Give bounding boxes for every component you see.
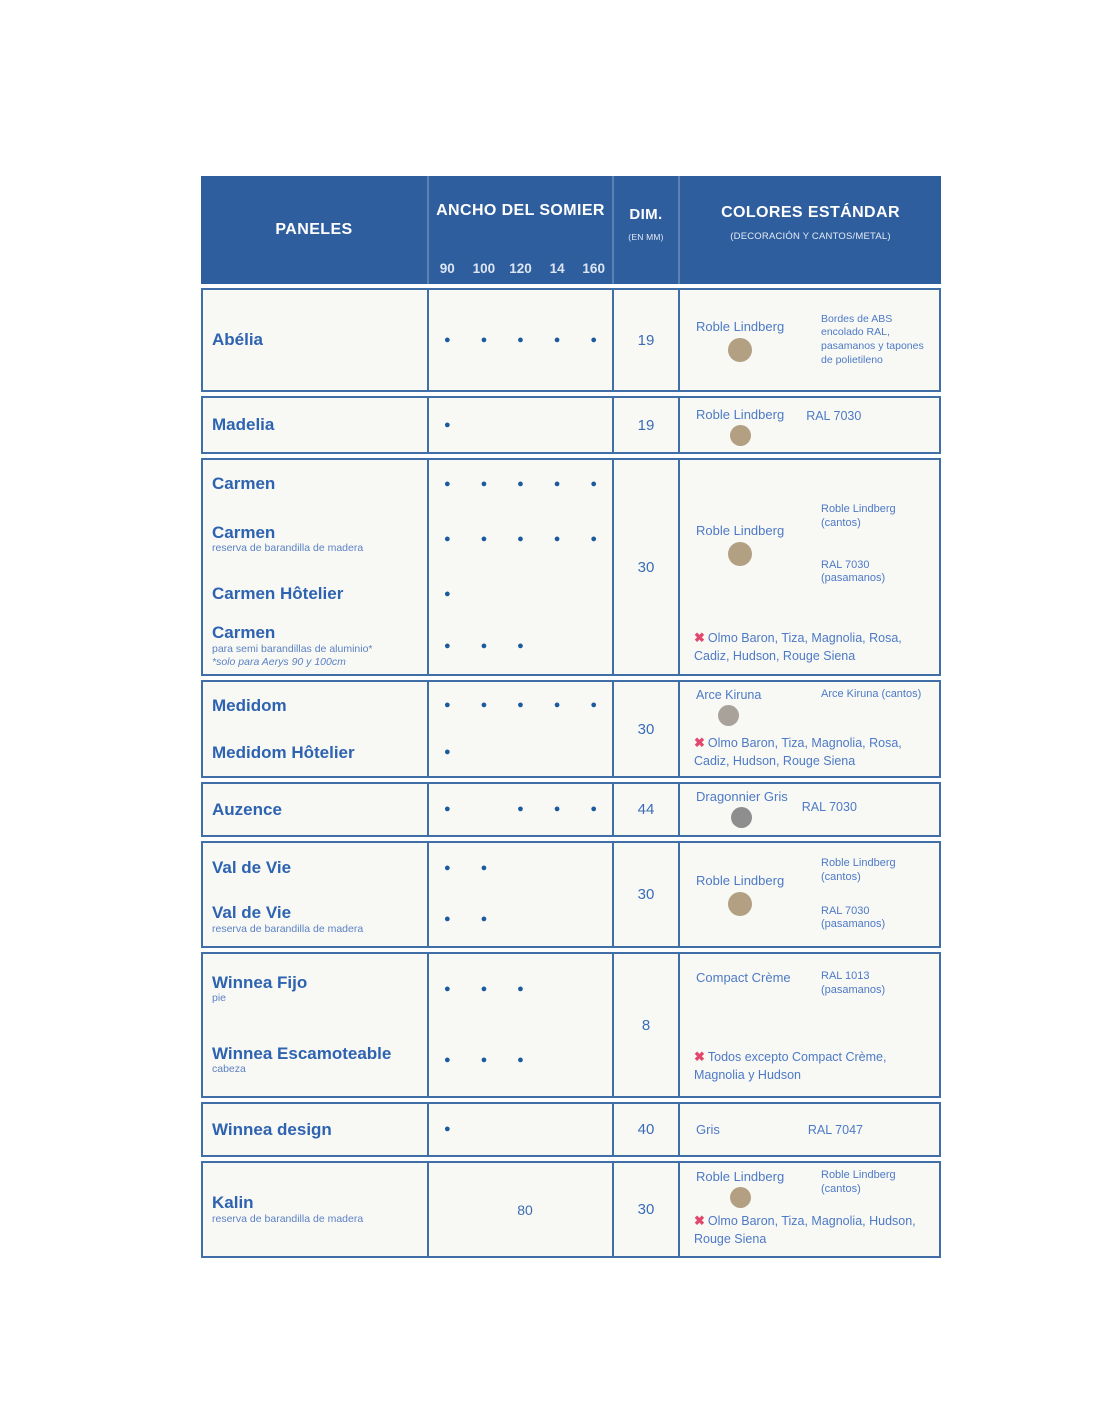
- width-dot: ●: [443, 982, 451, 995]
- width-dot: ●: [590, 477, 598, 490]
- panel-name: Val de Vie: [212, 858, 292, 878]
- dim-value: 19: [637, 416, 655, 434]
- dim-cell: [612, 843, 678, 946]
- color-name: Roble Lindberg: [696, 523, 785, 538]
- width-dots-row: [429, 784, 612, 835]
- width-dots-row: [429, 729, 612, 776]
- color-detail-column: [821, 688, 933, 702]
- width-label-140: 14: [549, 261, 565, 276]
- color-name: Roble Lindberg: [696, 318, 785, 334]
- excluded-colors-text: Olmo Baron, Tiza, Magnolia, Hudson, Rouge Siena: [694, 1214, 916, 1246]
- panel-entry: [203, 460, 427, 508]
- paneles-cell: [203, 1163, 427, 1256]
- width-dot: ●: [443, 587, 451, 600]
- panel-name: Winnea design: [212, 1119, 332, 1139]
- panel-name: Auzence: [212, 799, 282, 819]
- color-main-block: [696, 1169, 784, 1208]
- width-dot: ●: [590, 803, 598, 815]
- excluded-colors-note: [680, 1048, 939, 1096]
- excluded-colors-text: Olmo Baron, Tiza, Magnolia, Rosa, Cadiz, Hudson, Rouge Siena: [694, 736, 902, 768]
- panel-entry: [203, 1024, 427, 1096]
- dim-cell: [612, 682, 678, 776]
- width-dot: ●: [553, 477, 561, 490]
- width-dot: ●: [480, 333, 488, 346]
- width-dots-row: [429, 893, 612, 946]
- panel-name: Winnea Escamoteable: [212, 1043, 392, 1063]
- width-dot: ●: [480, 639, 488, 652]
- paneles-header-label: PANELES: [275, 221, 353, 238]
- panel-name: Medidom: [212, 695, 287, 715]
- panel-name: Carmen: [212, 474, 276, 494]
- table-row-madelia: [201, 396, 941, 454]
- dim-value: 40: [637, 1121, 655, 1138]
- panel-entry: [203, 398, 427, 452]
- dim-value: 19: [637, 331, 655, 349]
- width-dots-row: [429, 290, 612, 390]
- color-main-block: [696, 873, 784, 916]
- table-row-winnea-design: [201, 1102, 941, 1157]
- width-value: 80: [517, 1201, 533, 1218]
- colores-cell: [678, 843, 939, 946]
- width-dot: ●: [443, 418, 451, 431]
- colores-cell: [678, 290, 939, 390]
- color-main-block: [696, 407, 784, 446]
- panel-name: Carmen: [212, 522, 276, 542]
- width-dot: ●: [443, 639, 451, 652]
- excluded-colors-note: [680, 734, 939, 776]
- x-icon: ✖: [694, 735, 705, 750]
- ral-code: RAL 7047: [807, 1122, 863, 1137]
- abs-edge-note: Bordes de ABS encolado RAL, pasamanos y tapones de polietileno: [821, 312, 924, 366]
- x-icon: ✖: [694, 630, 705, 645]
- width-label-120: 120: [509, 261, 532, 276]
- panel-entry: [203, 1104, 427, 1155]
- panel-entry: [203, 784, 427, 835]
- dim-header-label: DIM.: [629, 206, 663, 223]
- dim-cell: [612, 1163, 678, 1256]
- color-swatch: [728, 542, 752, 566]
- panel-name: Madelia: [212, 415, 275, 435]
- ancho-cell: [427, 460, 612, 674]
- width-dot: ●: [480, 913, 488, 925]
- width-dot: ●: [443, 746, 451, 758]
- color-name: Arce Kiruna: [696, 688, 762, 702]
- panel-entry: [203, 618, 427, 674]
- dim-value: 44: [637, 801, 655, 818]
- ancho-header-cell: [427, 176, 612, 284]
- width-label-160: 160: [582, 261, 605, 276]
- panel-subtitle: reserva de barandilla de madera: [212, 542, 364, 555]
- dim-value: 30: [637, 886, 655, 903]
- width-dots-row: [429, 460, 612, 508]
- colores-cell: [678, 460, 939, 674]
- dim-unit-label: (EN MM): [628, 232, 664, 242]
- panel-name: Medidom Hôtelier: [212, 742, 355, 762]
- width-dot: ●: [517, 1053, 524, 1066]
- x-icon: ✖: [694, 1213, 705, 1228]
- table-row-kalin: [201, 1161, 941, 1258]
- table-row-abelia: [201, 288, 941, 392]
- width-dot: ●: [553, 333, 561, 346]
- ancho-cell: [427, 290, 612, 390]
- width-dot: ●: [517, 699, 524, 711]
- pasamanos-label: RAL 7030 (pasamanos): [821, 558, 886, 585]
- colores-header-label: COLORES ESTÁNDAR: [721, 204, 900, 221]
- width-dot: ●: [553, 699, 561, 711]
- dim-cell: [612, 954, 678, 1096]
- panel-name: Winnea Fijo: [212, 972, 308, 992]
- dim-cell: [612, 460, 678, 674]
- table-row-val-de-vie: [201, 841, 941, 948]
- dim-value: 30: [637, 558, 655, 576]
- width-dot: ●: [590, 699, 598, 711]
- width-dots-row: [429, 954, 612, 1024]
- dim-header-cell: [612, 176, 678, 284]
- width-dot: ●: [553, 803, 561, 815]
- width-dot: ●: [590, 532, 598, 545]
- dim-cell: [612, 784, 678, 835]
- panel-subtitle: pie: [212, 992, 227, 1005]
- excluded-colors-text: Olmo Baron, Tiza, Magnolia, Rosa, Cadiz, Hudson, Rouge Siena: [694, 631, 902, 663]
- color-swatch: [731, 807, 752, 828]
- color-name: Dragonnier Gris: [696, 789, 788, 804]
- panel-subtitle: cabeza: [212, 1063, 246, 1076]
- panel-subtitle: reserva de barandilla de madera: [212, 922, 364, 935]
- table-row-carmen: [201, 458, 941, 676]
- width-dot: ●: [480, 699, 488, 711]
- ancho-cell: [427, 1163, 612, 1256]
- color-swatch: [718, 705, 739, 726]
- width-dot: ●: [443, 861, 451, 874]
- colores-cell: [678, 784, 939, 835]
- colores-cell: [678, 682, 939, 776]
- width-dot: ●: [480, 532, 488, 545]
- width-value-row: [429, 1163, 612, 1256]
- color-name: Roble Lindberg: [696, 407, 785, 422]
- color-name: Roble Lindberg: [696, 873, 785, 888]
- width-dot: ●: [443, 803, 451, 815]
- width-dot: ●: [480, 982, 488, 995]
- width-dot: ●: [517, 333, 524, 346]
- width-dots-row: [429, 1104, 612, 1155]
- width-dot: ●: [443, 333, 451, 346]
- cantos-label: Roble Lindberg (cantos): [821, 1169, 896, 1195]
- colores-cell: [678, 1104, 939, 1155]
- panel-entry: [203, 893, 427, 946]
- colores-header-cell: [678, 176, 941, 284]
- color-main-block: [696, 789, 788, 828]
- pasamanos-label: RAL 1013 (pasamanos): [821, 970, 886, 996]
- ancho-cell: [427, 398, 612, 452]
- ral-code: RAL 7030: [801, 800, 857, 814]
- width-dot: ●: [443, 477, 451, 490]
- colores-cell: [678, 1163, 939, 1256]
- color-detail-column: [821, 503, 933, 586]
- width-dot: ●: [517, 477, 524, 490]
- dim-cell: [612, 290, 678, 390]
- width-dot: ●: [480, 861, 488, 874]
- color-swatch: [730, 425, 751, 446]
- width-dot: ●: [443, 699, 451, 711]
- cantos-label: Roble Lindberg (cantos): [821, 857, 896, 883]
- width-dots-row: [429, 508, 612, 570]
- paneles-cell: [203, 954, 427, 1096]
- colores-cell: [678, 954, 939, 1096]
- panel-name: Carmen Hôtelier: [212, 584, 344, 604]
- paneles-cell: [203, 460, 427, 674]
- colores-cell: [678, 398, 939, 452]
- panels-spec-table: [201, 176, 941, 1258]
- width-dots-row: [429, 1024, 612, 1096]
- x-icon: ✖: [694, 1049, 705, 1064]
- paneles-cell: [203, 290, 427, 390]
- width-dot: ●: [443, 1053, 451, 1066]
- width-dots-row: [429, 618, 612, 674]
- ancho-cell: [427, 954, 612, 1096]
- width-dot: ●: [443, 1123, 451, 1135]
- dim-cell: [612, 1104, 678, 1155]
- panel-subtitle: reserva de barandilla de madera: [212, 1212, 364, 1225]
- color-main-block: [696, 688, 761, 726]
- ancho-cell: [427, 682, 612, 776]
- width-dot: ●: [517, 982, 524, 995]
- ancho-header-label: ANCHO DEL SOMIER: [436, 202, 605, 219]
- colores-subheader-label: (DECORACIÓN Y CANTOS/METAL): [730, 231, 891, 242]
- paneles-header-cell: [201, 176, 427, 284]
- paneles-cell: [203, 1104, 427, 1155]
- cantos-label: Arce Kiruna (cantos): [821, 688, 922, 700]
- color-name: Gris: [696, 1122, 720, 1137]
- color-swatch: [728, 338, 752, 362]
- dim-value: 30: [637, 720, 655, 738]
- color-swatch: [730, 1187, 751, 1208]
- dim-cell: [612, 398, 678, 452]
- width-dot: ●: [480, 477, 488, 490]
- color-detail-column: [821, 857, 933, 932]
- color-detail-column: [821, 970, 933, 998]
- color-detail-column: [821, 1169, 933, 1197]
- panel-name: Val de Vie: [212, 903, 292, 923]
- excluded-colors-note: [680, 1212, 939, 1256]
- width-dot: ●: [553, 532, 561, 545]
- paneles-cell: [203, 843, 427, 946]
- cantos-label: Roble Lindberg (cantos): [821, 503, 896, 529]
- panel-footnote: *solo para Aerys 90 y 100cm: [212, 655, 346, 668]
- panel-name: Kalin: [212, 1193, 254, 1213]
- width-dot: ●: [517, 532, 524, 545]
- width-dot: ●: [590, 333, 598, 346]
- width-labels: [429, 261, 612, 276]
- panel-subtitle: para semi barandillas de aluminio*: [212, 642, 373, 655]
- color-swatch: [728, 892, 752, 916]
- table-row-auzence: [201, 782, 941, 837]
- ancho-cell: [427, 1104, 612, 1155]
- ancho-cell: [427, 843, 612, 946]
- width-dot: ●: [517, 803, 524, 815]
- table-header: [201, 176, 941, 284]
- width-dot: ●: [517, 639, 524, 652]
- panel-entry: [203, 843, 427, 893]
- color-name: Compact Crème: [696, 970, 791, 985]
- panel-entry: [203, 1163, 427, 1256]
- dim-value: 8: [641, 1016, 651, 1034]
- excluded-colors-note: [680, 629, 939, 674]
- width-dot: ●: [480, 1053, 488, 1066]
- color-name: Roble Lindberg: [696, 1169, 785, 1184]
- paneles-cell: [203, 398, 427, 452]
- width-dot: ●: [443, 532, 451, 545]
- panel-entry: [203, 954, 427, 1024]
- panel-entry: [203, 508, 427, 570]
- color-main-block: [696, 523, 784, 566]
- panel-name: Carmen: [212, 623, 276, 643]
- panel-entry: [203, 290, 427, 390]
- panel-entry: [203, 729, 427, 776]
- width-label-90: 90: [439, 261, 455, 276]
- width-dots-row: [429, 398, 612, 452]
- panel-entry: [203, 682, 427, 729]
- table-row-winnea: [201, 952, 941, 1098]
- table-row-medidom: [201, 680, 941, 778]
- width-dots-row: [429, 570, 612, 618]
- color-main-block: [696, 319, 784, 362]
- paneles-cell: [203, 682, 427, 776]
- width-dots-row: [429, 843, 612, 893]
- width-dot: ●: [443, 913, 451, 925]
- panel-name: Abélia: [212, 330, 264, 350]
- paneles-cell: [203, 784, 427, 835]
- width-dots-row: [429, 682, 612, 729]
- excluded-colors-text: Todos excepto Compact Crème, Magnolia y Hudson: [694, 1050, 887, 1082]
- pasamanos-label: RAL 7030 (pasamanos): [821, 904, 886, 931]
- ral-code: RAL 7030: [806, 409, 862, 423]
- width-label-100: 100: [472, 261, 496, 276]
- ancho-cell: [427, 784, 612, 835]
- panel-entry: [203, 570, 427, 618]
- dim-value: 30: [637, 1201, 655, 1218]
